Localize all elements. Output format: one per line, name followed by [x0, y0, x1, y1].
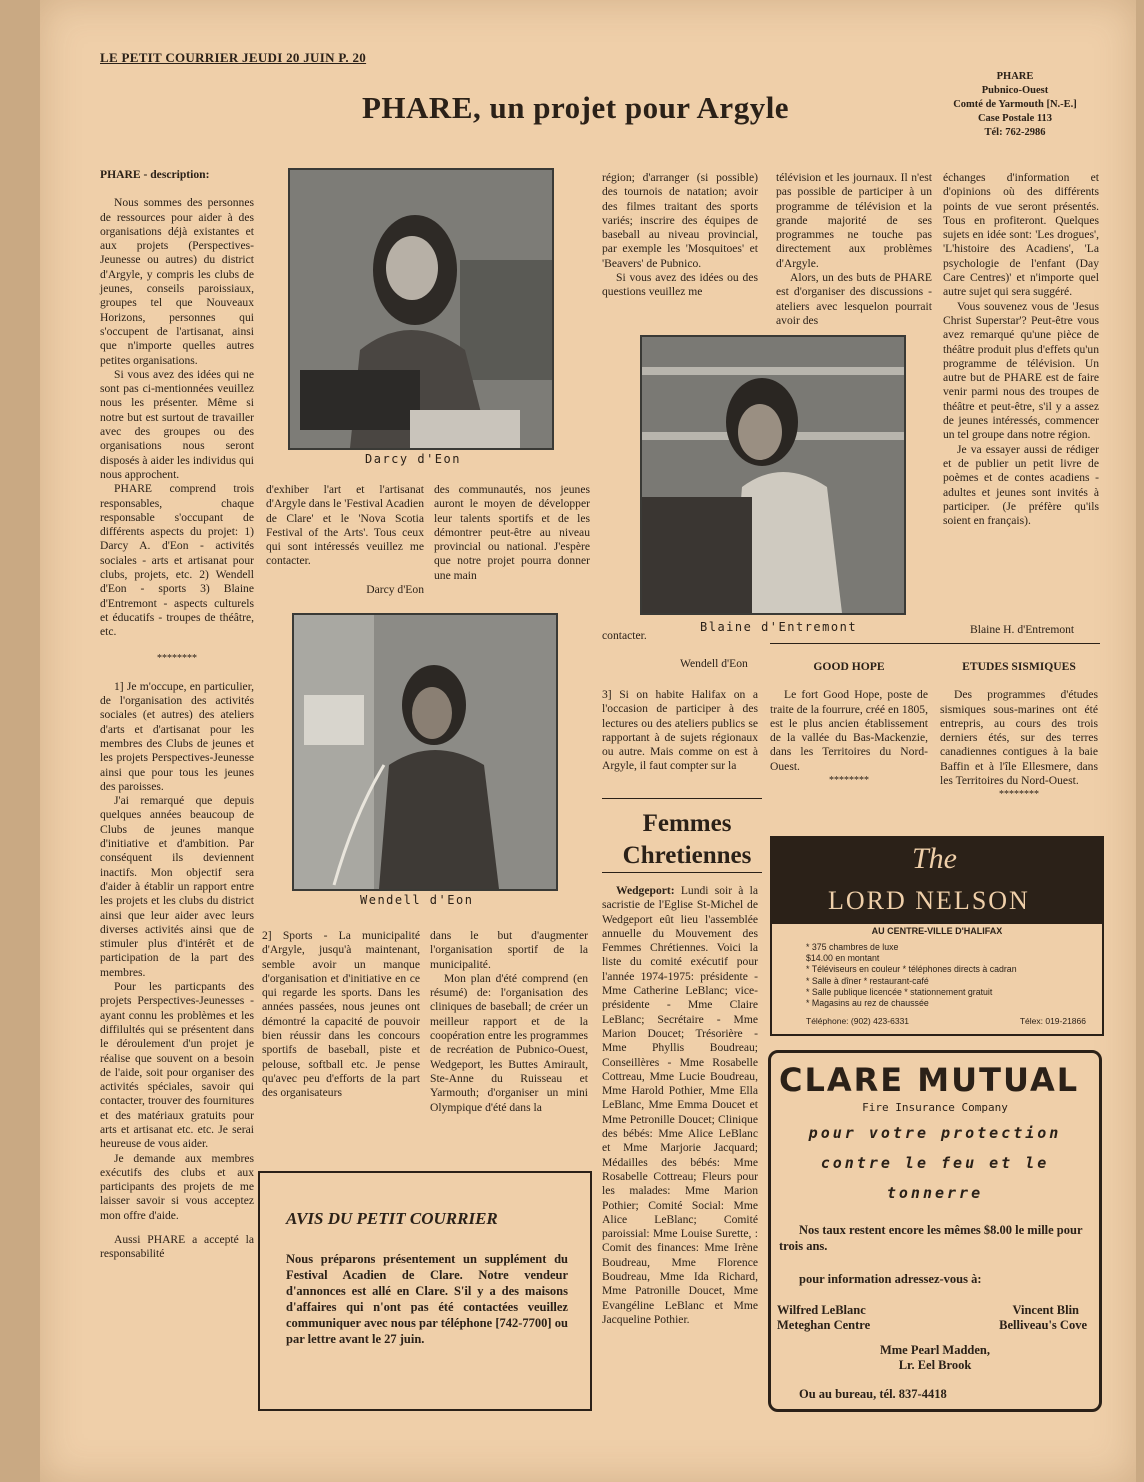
photo-caption-wendell: Wendell d'Eon [360, 893, 474, 907]
address-line: PHARE [996, 71, 1034, 82]
lord-nelson-the: The [912, 842, 957, 875]
divider-line [602, 798, 762, 799]
paragraph: 3] Si on habite Halifax on a l'occasion de participer à des lectures ou des ateliers publics se rapportant à de sujets régionaux ou autre. Mais comme on est à Argyle, il faut compter sur la [602, 688, 758, 773]
paragraph: Pour les particpants des projets Perspectives-Jeunesses - ayant connu les problèmes et les diffilultés qui se présentent dans le déroulement d'un projet je réalise que souvent on a besoin de l'aide, soit pour organiser des activités spéciales, savoir qui contacter, trouver des fournitures et des matériaux gratuits pour arts et artisanat etc. etc. Je serai heureuse de vous aider. [100, 980, 254, 1151]
paragraph: Je demande aux membres exécutifs des clubs et aux participants des projets de me laisser savoir si vous acceptez mon offre d'aide. [100, 1151, 254, 1222]
lord-nelson-sub: AU CENTRE-VILLE D'HALIFAX [871, 926, 1003, 936]
paragraph: échanges d'information et d'opinions où des différents points de vue seront présentés. Tous en profiteront. Quelques sujets en idée sont: 'Les drogues', 'L'histoire des Acadiens', 'La psychologie de l'enfant (Day Care Centres)' et n'importe quel autre sujet qui sera suggéré. [943, 171, 1099, 299]
paragraph: des communautés, nos jeunes auront le moyen de développer leur talents sportifs et de les démontrer peut-être au niveau provincial ou national. J'espère que notre projet pourra donner une main [434, 483, 590, 582]
photo-darcy-image [290, 170, 552, 448]
clare-mutual-ad [768, 1050, 1102, 1412]
clare-rates: Nos taux restent encore les mêmes $8.00 le mille pour trois ans. [779, 1223, 1083, 1253]
page-header: LE PETIT COURRIER JEUDI 20 JUIN P. 20 [100, 50, 367, 65]
divider-line [602, 872, 762, 873]
paragraph: Je va essayer aussi de rédiger et de publier un petit livre de poèmes et de contes acadiens - adultes et jeunes sont invités à participer. (Je préfère qu'ils soient en français). [943, 442, 1099, 528]
section-heading: PHARE - description: [100, 168, 210, 181]
lord-nelson-ad [770, 836, 1104, 1036]
photo-caption-blaine: Blaine d'Entremont [700, 620, 858, 634]
notice-title: AVIS DU PETIT COURRIER [286, 1209, 498, 1228]
feature-item: $14.00 en montant [806, 953, 880, 964]
paragraph: Si vous avez des idées qui ne sont pas ci-mentionnées veuillez nous les présenter. Même si notre but est surtout de travailler avec des groupes ou des organisations nous seront disposés à aider les individus qui nous approchent. [100, 367, 254, 481]
address-line: Pubnico-Ouest [981, 85, 1049, 96]
page-title: PHARE, un projet pour Argyle [362, 90, 790, 125]
address-block [930, 70, 1100, 140]
agent-name: Vincent Blin [1012, 1303, 1079, 1317]
agent-place: Belliveau's Cove [999, 1318, 1087, 1332]
lord-nelson-features [806, 942, 1102, 1009]
paragraph: région; d'arranger (si possible) des tournois de natation; avoir des filmes traitant des sports variés; inscrire des équipes de baseball au niveau provincial, par exemple les 'Mosquitoes' et 'Beavers' de Pubnico. [602, 171, 758, 270]
clare-office: Ou au bureau, tél. 837-4418 [799, 1387, 947, 1401]
agent-name: Wilfred LeBlanc [777, 1303, 866, 1317]
slogan-line: contre le feu et le [820, 1154, 1050, 1172]
signature-wendell: Wendell d'Eon [680, 657, 748, 670]
address-line: Comté de Yarmouth [N.-E.] [953, 99, 1077, 110]
headline-line: Chretiennes [622, 842, 752, 869]
paragraph: PHARE comprend trois responsables, chaque responsable s'occupant de différents aspects du projet: 1) Darcy A. d'Eon - activités sociales - arts et artisanat pour clubs, projets, etc. 2) Wendell d'Eon - sports 3) Blaine d'Entremont - aspects culturels et éducatifs - troupes de théâtre, etc. [100, 482, 254, 639]
column-sports-plan [430, 929, 588, 1115]
paragraph: Nous sommes des personnes de ressources pour aider à des organisations déjà existantes et aux projets (Perspectives-Jeunesse ou autres) du district d'Argyle, y compris les clubs de jeunes, conseils paroissiaux, groupes tel que Nouveaux Horizons, personnes qui s'occupent de l'artisanat, ainsi que n'importe quelles autres petites organisations. [100, 196, 254, 367]
article-title: ETUDES SISMIQUES [962, 660, 1076, 673]
slogan-line: tonnerre [886, 1184, 984, 1202]
paragraph: Le fort Good Hope, poste de traite de la fourrure, créé en 1805, est le plus ancien établissement de la vallée du Bas-Mackenzie, dans les Territoires du Nord-Ouest. [770, 688, 928, 773]
address-line: Tél: 762-2986 [984, 127, 1046, 138]
agent-name: Mme Pearl Madden, [879, 1343, 991, 1357]
contacter-text: contacter. [602, 629, 647, 642]
article-lead: Wedgeport: [616, 884, 675, 897]
lord-nelson-banner [772, 838, 1102, 924]
lord-nelson-phone: Téléphone: (902) 423-6331 [806, 1016, 910, 1026]
paragraph: Mon plan d'été comprend (en résumé) de: l'organisation des cliniques de baseball; de créer un meilleur rapport et de la coopération entre les programmes de recréation de Pubnico-Ouest, Wedgeport, les Buttes Amirault, Ste-Anne du Ruisseau et Yarmouth; d'organiser un mini Olympique d'été dans la [430, 971, 588, 1114]
paragraph: 2] Sports - La municipalité d'Argyle, jusqu'à maintenant, semble avoir un manque d'organisation et d'initiative en ce qui regarde les sports. Dans les années passées, nous jeunes ont démontré la capacité de pouvoir bien réussir dans les concours sportifs de baseball, piste et pelouse, softball etc. Je pense qu'avec peu d'efforts de la part des organisateurs [262, 929, 420, 1100]
paragraph: d'exhiber l'art et l'artisanat d'Argyle dans le 'Festival Acadien de Clare' et le 'Nova Scotia Festival of the Arts'. Tous ceux qui sont intéressés veuillez me contacter. [266, 483, 424, 568]
column-culture-start [602, 688, 758, 774]
column-sports [262, 929, 420, 1101]
column-sports-end [602, 171, 758, 300]
notice-box [258, 1171, 592, 1411]
lord-nelson-telex: Télex: 019-21866 [1019, 1016, 1086, 1026]
signature-blaine: Blaine H. d'Entremont [970, 623, 1075, 636]
paragraph: Des programmes d'études sismiques sous-marines ont été entrepris, au cours des trois derniers étés, sur des terres canadiennes contigues à la baie Baffin et à l'île Ellesmere, dans les Territoires du Nord-Ouest. [940, 688, 1098, 788]
paragraph: 1] Je m'occupe, en particulier, de l'organisation des activités sociales (et autres) des ateliers d'arts et d'artisanat pour les membres des Clubs de jeunes et les projets Perspectives-Jeunesse ainsi que pour tous les jeunes des paroisses. [100, 679, 254, 793]
divider-line [770, 643, 1100, 644]
photo-wendell [292, 613, 558, 891]
clare-slogan [771, 1118, 1099, 1208]
feature-item: * Salle publique licencée * stationnement gratuit [806, 986, 993, 997]
agent-place: Lr. Eel Brook [898, 1358, 972, 1372]
photo-blaine [640, 335, 906, 615]
column-description [100, 168, 254, 1262]
address-line: Case Postale 113 [977, 113, 1053, 124]
feature-item: * Salle à dîner * restaurant-café [806, 975, 929, 986]
article-title: GOOD HOPE [813, 660, 885, 673]
femmes-article [602, 884, 758, 1327]
headline-line: Femmes [642, 810, 732, 837]
column-darcy-continued [266, 483, 424, 597]
clare-mutual-sub: Fire Insurance Company [862, 1101, 1008, 1114]
column-culture [776, 171, 932, 328]
paragraph: J'ai remarqué que depuis quelques années beaucoup de Clubs de jeunes manque d'initiative et d'ambition. Par conséquent ils deviennent inactifs. Mon objectif sera d'aider à établir un rapport entre les projets et les clubs du district ainsi que leur aider avec leurs diverses activités ainsi que de stimuler plus d'intérêt et de participation de la part des membres. [100, 794, 254, 979]
notice-text: Nous préparons présentement un supplément du Festival Acadien de Clare. Notre vendeur d'annonces est allé en Clare. S'il y a des maisons d'affaires qui n'ont pas été contactées veuillez communiquer avec nous par téléphone [742-7700] ou par lettre avant le 27 juin. [286, 1252, 568, 1346]
separator-stars: ******** [999, 789, 1039, 801]
agent-place: Meteghan Centre [777, 1318, 871, 1332]
etudes-sismiques-article [940, 660, 1098, 803]
clare-agents [771, 1303, 1099, 1335]
newspaper-page [40, 0, 1136, 1482]
paragraph: Aussi PHARE a accepté la responsabilité [100, 1233, 254, 1261]
feature-item: * Magasins au rez de chaussée [806, 998, 929, 1009]
lord-nelson-name: LORD NELSON [828, 886, 1030, 915]
photo-blaine-image [642, 337, 904, 613]
separator-stars: ******** [157, 652, 197, 664]
paragraph: télévision et les journaux. Il n'est pas possible de participer à un programme de télévision et la grande majorité de ses programmes ne touche pas directement aux problèmes d'Argyle. [776, 171, 932, 270]
femmes-title [602, 808, 772, 872]
paragraph: Lundi soir à la sacristie de l'Eglise St-Michel de Wedgeport eût lieu l'assemblée annuelle du Mouvement des Femmes Chrétiennes. Voici la liste du comité exécutif pour l'année 1974-1975: présidente - Mme Catherine LeBlanc; vice-présidente - Mme Claire LeBlanc; Secrétaire - Mme Marion Doucet; Trésorière - Mme Phyllis Boudreau; Conseillères - Mme Rosabelle Cottreau, Mme Lucie Boudreau, Mme Harold Pothier, Mme Ella LeBlanc, Mme Emma Doucet et Mme Petronille Doucet; Clinique des bébés: Mme Alice LeBlanc et Mme Marjorie Jacquard; Médailles des bébés: Mme Rosabelle Cottreau; Fleurs pour les malades: Mme Marion Pothier; Comité Social: Mme Alice LeBlanc; Comité paroissial: Mme Louise Surette, : Comit des finances: Mme Irène Boudreau, Mme Florence Boudreau, Mme Ida Richard, Mme Patronille Doucet, Mme Evangéline LeBlanc et Mme Jacqueline Pothier. [602, 884, 758, 1326]
paragraph: dans le but d'augmenter l'organisation sportif de la municipalité. [430, 929, 588, 971]
separator-stars: ******** [829, 775, 869, 787]
column-sports-intro [434, 483, 590, 583]
paragraph: Vous souvenez vous de 'Jesus Christ Superstar'? Peut-être vous avez remarqué qu'une pièce de théâtre produit plus d'effets qu'un programme de télévision. Un autre but de PHARE est de faire venir parmi nous des troupes de théâtre et peut-être, s'il y a assez de jeunes intéressés, commencer un tel groupe dans notre région. [943, 299, 1099, 442]
clare-mutual-name: CLARE MUTUAL [779, 1061, 1080, 1099]
good-hope-article [770, 660, 928, 788]
paragraph: Alors, un des buts de PHARE est d'organiser des discussions - ateliers avec lesquelon pourrait avoir des [776, 271, 932, 327]
photo-caption-darcy: Darcy d'Eon [365, 452, 461, 466]
feature-item: * 375 chambres de luxe [806, 942, 899, 952]
feature-item: * Téléviseurs en couleur * téléphones directs à cadran [806, 964, 1017, 975]
photo-wendell-image [294, 615, 556, 889]
clare-agent3 [771, 1343, 1099, 1373]
signature-darcy: Darcy d'Eon [366, 582, 424, 596]
column-culture-end [943, 171, 1099, 528]
photo-darcy [288, 168, 554, 450]
slogan-line: pour votre protection [808, 1124, 1062, 1142]
clare-info: pour information adressez-vous à: [799, 1272, 982, 1286]
paragraph: Si vous avez des idées ou des questions veuillez me [602, 271, 758, 299]
